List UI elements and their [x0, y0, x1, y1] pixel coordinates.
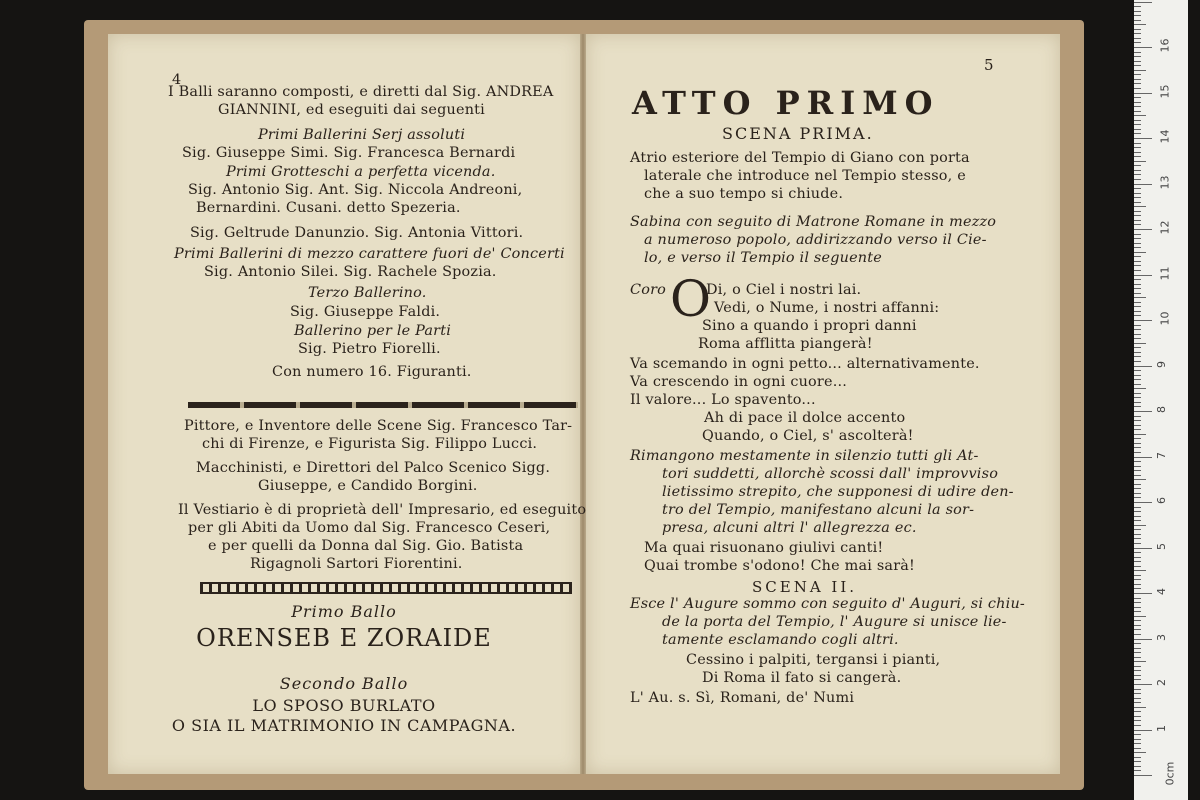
ruler-tick	[1134, 702, 1141, 703]
text-line: Pittore, e Inventore delle Scene Sig. Francesco Tar-	[184, 418, 573, 434]
ruler-tick	[1134, 315, 1141, 316]
text-line: Sig. Antonio Sig. Ant. Sig. Niccola Andreoni,	[188, 182, 523, 198]
verse-line: Di Roma il fato si cangerà.	[702, 670, 902, 686]
ruler-tick	[1134, 361, 1141, 362]
verse-line: Va scemando in ogni petto... alternativamente.	[630, 356, 980, 372]
ruler-label: 4	[1155, 588, 1168, 595]
ruler-tick	[1134, 174, 1141, 175]
ruler-tick	[1134, 275, 1152, 276]
ruler-label: 8	[1155, 406, 1168, 413]
ruler-tick	[1134, 543, 1141, 544]
ruler-tick	[1134, 256, 1141, 257]
ruler-tick	[1134, 520, 1141, 521]
ruler-tick	[1134, 20, 1141, 21]
ruler-tick	[1134, 748, 1141, 749]
ruler-tick	[1134, 184, 1152, 185]
ruler-tick	[1134, 65, 1141, 66]
ruler-tick	[1134, 138, 1152, 139]
text-line: laterale che introduce nel Tempio stesso, e	[644, 168, 966, 184]
ruler-tick	[1134, 416, 1141, 417]
ruler-tick	[1134, 466, 1141, 467]
text-line: Sig. Pietro Fiorelli.	[298, 341, 441, 357]
ruler-tick	[1134, 70, 1146, 71]
text-line: a numeroso popolo, addirizzando verso il Cie-	[644, 232, 987, 248]
ruler-tick	[1134, 402, 1141, 403]
ruler-tick	[1134, 406, 1141, 407]
ruler-tick	[1134, 397, 1141, 398]
ruler-tick	[1134, 161, 1146, 162]
ruler-tick	[1134, 698, 1141, 699]
ruler-tick	[1134, 534, 1141, 535]
ruler-tick	[1134, 502, 1152, 503]
ruler-tick	[1134, 220, 1141, 221]
ruler-tick	[1134, 634, 1141, 635]
ruler-tick	[1134, 452, 1141, 453]
text-line: Rigagnoli Sartori Fiorentini.	[250, 556, 463, 572]
ruler-tick	[1134, 320, 1152, 321]
ruler-tick	[1134, 6, 1141, 7]
ruler-tick	[1134, 179, 1141, 180]
ruler-tick	[1134, 83, 1141, 84]
ruler-tick	[1134, 193, 1141, 194]
ruler-tick	[1134, 152, 1141, 153]
ruler-tick	[1134, 202, 1141, 203]
ruler-tick	[1134, 311, 1141, 312]
ruler-tick	[1134, 529, 1141, 530]
ruler-tick	[1134, 197, 1141, 198]
ruler-tick	[1134, 393, 1141, 394]
ruler-tick	[1134, 15, 1141, 16]
ruler-tick	[1134, 215, 1141, 216]
ruler-tick	[1134, 270, 1141, 271]
ruler-tick	[1134, 284, 1141, 285]
ruler-tick	[1134, 775, 1152, 776]
ruler-tick	[1134, 47, 1152, 48]
ruler-label: 12	[1158, 220, 1172, 235]
text-line: e per quelli da Donna dal Sig. Gio. Batista	[208, 538, 524, 554]
ruler-tick	[1134, 33, 1141, 34]
ruler-tick	[1134, 443, 1141, 444]
ruler-tick	[1134, 689, 1141, 690]
page-number-left: 4	[172, 72, 182, 88]
text-line: Il Vestiario è di proprietà dell' Impresario, ed eseguito	[178, 502, 587, 518]
ruler-tick	[1134, 252, 1146, 253]
ruler-tick	[1134, 115, 1146, 116]
ruler-tick	[1134, 366, 1152, 367]
text-line: Macchinisti, e Direttori del Palco Scenico Sigg.	[196, 460, 551, 476]
ruler-tick	[1134, 420, 1141, 421]
ruler-tick	[1134, 484, 1141, 485]
ruler-tick	[1134, 124, 1141, 125]
ruler-tick	[1134, 24, 1146, 25]
ornamental-border	[200, 582, 572, 594]
ruler-tick	[1134, 56, 1141, 57]
ruler-tick	[1134, 661, 1146, 662]
atto-title: ATTO PRIMO	[632, 84, 940, 122]
ruler-tick	[1134, 725, 1141, 726]
text-line: Sabina con seguito di Matrone Romane in mezzo	[630, 214, 997, 230]
ruler-tick	[1134, 293, 1141, 294]
ruler-tick	[1134, 575, 1141, 576]
ruler-tick	[1134, 29, 1141, 30]
ruler-label: 14	[1158, 129, 1172, 144]
ruler-tick	[1134, 234, 1141, 235]
ruler-tick	[1134, 629, 1141, 630]
ruler-label: 1	[1155, 724, 1168, 732]
text-line: lo, e verso il Tempio il seguente	[644, 250, 882, 266]
ruler-tick	[1134, 243, 1141, 244]
text-line: Sig. Geltrude Danunzio. Sig. Antonia Vittori.	[190, 225, 524, 241]
ruler-tick	[1134, 325, 1141, 326]
ruler-tick	[1134, 120, 1141, 121]
ruler-tick	[1134, 579, 1141, 580]
ruler-tick	[1134, 229, 1152, 230]
ruler-tick	[1134, 429, 1141, 430]
ruler-tick	[1134, 552, 1141, 553]
verse-line: Sino a quando i propri danni	[702, 318, 917, 334]
ruler-label: 15	[1158, 84, 1172, 98]
ruler-tick	[1134, 247, 1141, 248]
text-line: Con numero 16. Figuranti.	[272, 364, 472, 380]
page-number-right: 5	[984, 56, 994, 74]
verse-line: Va crescendo in ogni cuore...	[630, 374, 848, 390]
ruler-tick	[1134, 97, 1141, 98]
ruler-tick	[1134, 625, 1141, 626]
ruler-tick	[1134, 761, 1141, 762]
stage-direction: tro del Tempio, manifestano alcuni la sor-	[662, 502, 975, 518]
ruler-tick	[1134, 525, 1146, 526]
ruler-tick	[1134, 616, 1146, 617]
secondo-ballo-title: LO SPOSO BURLATO	[252, 696, 436, 715]
ruler-tick	[1134, 684, 1152, 685]
verse-line: Il valore... Lo spavento...	[630, 392, 816, 408]
text-line: Sig. Giuseppe Faldi.	[290, 304, 441, 320]
ruler-tick	[1134, 42, 1141, 43]
ruler-tick	[1134, 639, 1152, 640]
ruler-tick	[1134, 343, 1146, 344]
ruler-tick	[1134, 279, 1141, 280]
ruler-label: 10	[1158, 311, 1172, 326]
ruler-tick	[1134, 352, 1141, 353]
ruler-tick	[1134, 743, 1141, 744]
ruler-tick	[1134, 734, 1141, 735]
ruler-tick	[1134, 74, 1141, 75]
ruler-tick	[1134, 297, 1146, 298]
text-line: I Balli saranno composti, e diretti dal Sig. ANDREA	[168, 84, 554, 100]
ruler-tick	[1134, 593, 1152, 594]
ruler-tick	[1134, 329, 1141, 330]
text-line: Bernardini. Cusani. detto Spezeria.	[196, 200, 461, 216]
ruler-tick	[1134, 288, 1141, 289]
verse-line: L' Au. s. Sì, Romani, de' Numi	[630, 690, 855, 706]
ruler-tick	[1134, 438, 1141, 439]
ruler-label: 0cm	[1163, 761, 1177, 786]
ruler-tick	[1134, 507, 1141, 508]
ruler-tick	[1134, 211, 1141, 212]
text-line: Sig. Giuseppe Simi. Sig. Francesca Bernardi	[182, 145, 516, 161]
ruler-tick	[1134, 757, 1141, 758]
ruler-tick	[1134, 93, 1152, 94]
right-page	[586, 34, 1060, 774]
ruler-tick	[1134, 11, 1141, 12]
ruler-tick	[1134, 261, 1141, 262]
secondo-ballo-subtitle: O SIA IL MATRIMONIO IN CAMPAGNA.	[171, 716, 517, 735]
ruler-tick	[1134, 548, 1152, 549]
ruler-tick	[1134, 411, 1152, 412]
ruler-tick	[1134, 666, 1141, 667]
ruler-tick	[1134, 602, 1141, 603]
ruler-tick	[1134, 102, 1141, 103]
text-line: per gli Abiti da Uomo dal Sig. Francesco Ceseri,	[188, 520, 551, 536]
ruler-tick	[1134, 147, 1141, 148]
ruler-tick	[1134, 711, 1141, 712]
ruler-tick	[1134, 620, 1141, 621]
ruler-tick	[1134, 479, 1146, 480]
ruler-tick	[1134, 643, 1141, 644]
left-page	[108, 34, 587, 774]
ruler-label: 13	[1158, 175, 1172, 189]
ruler-tick	[1134, 566, 1141, 567]
ruler-tick	[1134, 370, 1141, 371]
ruler-tick	[1134, 2, 1152, 3]
ruler-tick	[1134, 61, 1141, 62]
ruler-tick	[1134, 338, 1141, 339]
text-line: GIANNINI, ed eseguiti dai seguenti	[218, 102, 485, 118]
ruler-tick	[1134, 388, 1146, 389]
ruler-tick	[1134, 707, 1146, 708]
ruler-tick	[1134, 557, 1141, 558]
text-line: Ballerino per le Parti	[294, 323, 452, 339]
ruler-tick	[1134, 766, 1141, 767]
primo-ballo-label: Primo Ballo	[291, 602, 397, 621]
ruler-tick	[1134, 384, 1141, 385]
ruler-tick	[1134, 670, 1141, 671]
ruler-tick	[1134, 652, 1141, 653]
ruler-tick	[1134, 457, 1152, 458]
secondo-ballo-label: Secondo Ballo	[279, 674, 409, 693]
ruler-tick	[1134, 538, 1141, 539]
text-line: Primi Ballerini di mezzo carattere fuori de' Concerti	[174, 246, 565, 262]
ruler-label: 9	[1155, 360, 1168, 368]
ruler-tick	[1134, 238, 1141, 239]
ruler-tick	[1134, 607, 1141, 608]
text-line: chi di Firenze, e Figurista Sig. Filippo Lucci.	[202, 436, 538, 452]
ruler-tick	[1134, 334, 1141, 335]
ruler-tick	[1134, 516, 1141, 517]
verse-line: Cessino i palpiti, tergansi i pianti,	[686, 652, 941, 668]
ruler-tick	[1134, 79, 1141, 80]
verse-line: Quai trombe s'odono! Che mai sarà!	[644, 558, 916, 574]
verse-line: Quando, o Ciel, s' ascolterà!	[702, 428, 914, 444]
ruler-tick	[1134, 598, 1141, 599]
ruler-tick	[1134, 129, 1141, 130]
scena-ii-title: SCENA II.	[752, 578, 858, 596]
ruler-tick	[1134, 156, 1141, 157]
stage-direction: tamente esclamando cogli altri.	[662, 632, 899, 648]
ruler-tick	[1134, 752, 1146, 753]
ruler-tick	[1134, 88, 1141, 89]
stage-direction: Esce l' Augure sommo con seguito d' Auguri, si chiu-	[630, 596, 1025, 612]
scena-title: SCENA PRIMA.	[722, 124, 874, 143]
ruler-tick	[1134, 648, 1141, 649]
text-line: che a suo tempo si chiude.	[644, 186, 844, 202]
ruler-tick	[1134, 561, 1141, 562]
verse-line: Di, o Ciel i nostri lai.	[706, 282, 862, 298]
ruler-tick	[1134, 434, 1146, 435]
ruler-tick	[1134, 461, 1141, 462]
ruler-tick	[1134, 730, 1152, 731]
ruler-tick	[1134, 675, 1141, 676]
ruler-tick	[1134, 425, 1141, 426]
ruler-tick	[1134, 306, 1141, 307]
ruler-tick	[1134, 38, 1141, 39]
ruler-tick	[1134, 133, 1141, 134]
stage-direction: de la porta del Tempio, l' Augure si unisce lie-	[662, 614, 1007, 630]
ruler-label: 16	[1158, 38, 1172, 53]
ruler-tick	[1134, 720, 1141, 721]
ruler-tick	[1134, 770, 1141, 771]
ruler-tick	[1134, 52, 1141, 53]
ruler-tick	[1134, 447, 1141, 448]
ruler-tick	[1134, 206, 1146, 207]
ruler-tick	[1134, 170, 1141, 171]
ruler-tick	[1134, 493, 1141, 494]
ruler-label: 6	[1155, 497, 1168, 504]
ruler-tick	[1134, 588, 1141, 589]
measuring-ruler	[1134, 0, 1188, 800]
text-line: Atrio esteriore del Tempio di Giano con porta	[630, 150, 970, 166]
ruler-tick	[1134, 657, 1141, 658]
text-line: Primi Ballerini Serj assoluti	[258, 127, 466, 143]
verse-line: Ma quai risuonano giulivi canti!	[644, 540, 884, 556]
ruler-tick	[1134, 679, 1141, 680]
ruler-tick	[1134, 165, 1141, 166]
verse-line: Ah di pace il dolce accento	[704, 410, 906, 426]
ruler-tick	[1134, 188, 1141, 189]
ruler-tick	[1134, 143, 1141, 144]
stage-direction: Rimangono mestamente in silenzio tutti gli At-	[630, 448, 979, 464]
ruler-tick	[1134, 375, 1141, 376]
ruler-tick	[1134, 693, 1141, 694]
text-line: Primi Grotteschi a perfetta vicenda.	[226, 164, 496, 180]
stage-direction: tori suddetti, allorchè scossi dall' improvviso	[662, 466, 999, 482]
verse-line: Roma afflitta piangerà!	[698, 336, 873, 352]
ruler-label: 7	[1155, 451, 1168, 459]
stage-direction: presa, alcuni altri l' allegrezza ec.	[662, 520, 917, 536]
ruler-tick	[1134, 716, 1141, 717]
text-line: Terzo Ballerino.	[308, 285, 427, 301]
ruler-tick	[1134, 302, 1141, 303]
verse-line: Vedi, o Nume, i nostri affanni:	[714, 300, 940, 316]
ruler-tick	[1134, 379, 1141, 380]
ruler-label: 3	[1155, 633, 1168, 641]
ruler-tick	[1134, 511, 1141, 512]
ruler-label: 2	[1155, 679, 1168, 686]
speaker-label: Coro	[630, 282, 667, 298]
ruler-tick	[1134, 611, 1141, 612]
ruler-tick	[1134, 570, 1146, 571]
ruler-tick	[1134, 106, 1141, 107]
ruler-tick	[1134, 224, 1141, 225]
ruler-tick	[1134, 265, 1141, 266]
primo-ballo-title: ORENSEB E ZORAIDE	[196, 624, 492, 652]
ruler-tick	[1134, 475, 1141, 476]
ruler-label: 5	[1155, 542, 1168, 550]
ruler-tick	[1134, 497, 1141, 498]
text-line: Sig. Antonio Silei. Sig. Rachele Spozia.	[204, 264, 497, 280]
ruler-tick	[1134, 584, 1141, 585]
drop-cap: O	[670, 270, 711, 328]
text-line: Giuseppe, e Candido Borgini.	[258, 478, 478, 494]
ruler-tick	[1134, 356, 1141, 357]
ruler-tick	[1134, 111, 1141, 112]
ruler-tick	[1134, 488, 1141, 489]
stage-direction: lietissimo strepito, che supponesi di udire den-	[662, 484, 1014, 500]
ruler-tick	[1134, 470, 1141, 471]
ruler-label: 11	[1158, 266, 1172, 280]
ornamental-rule	[188, 402, 578, 408]
ruler-tick	[1134, 347, 1141, 348]
ruler-tick	[1134, 739, 1141, 740]
